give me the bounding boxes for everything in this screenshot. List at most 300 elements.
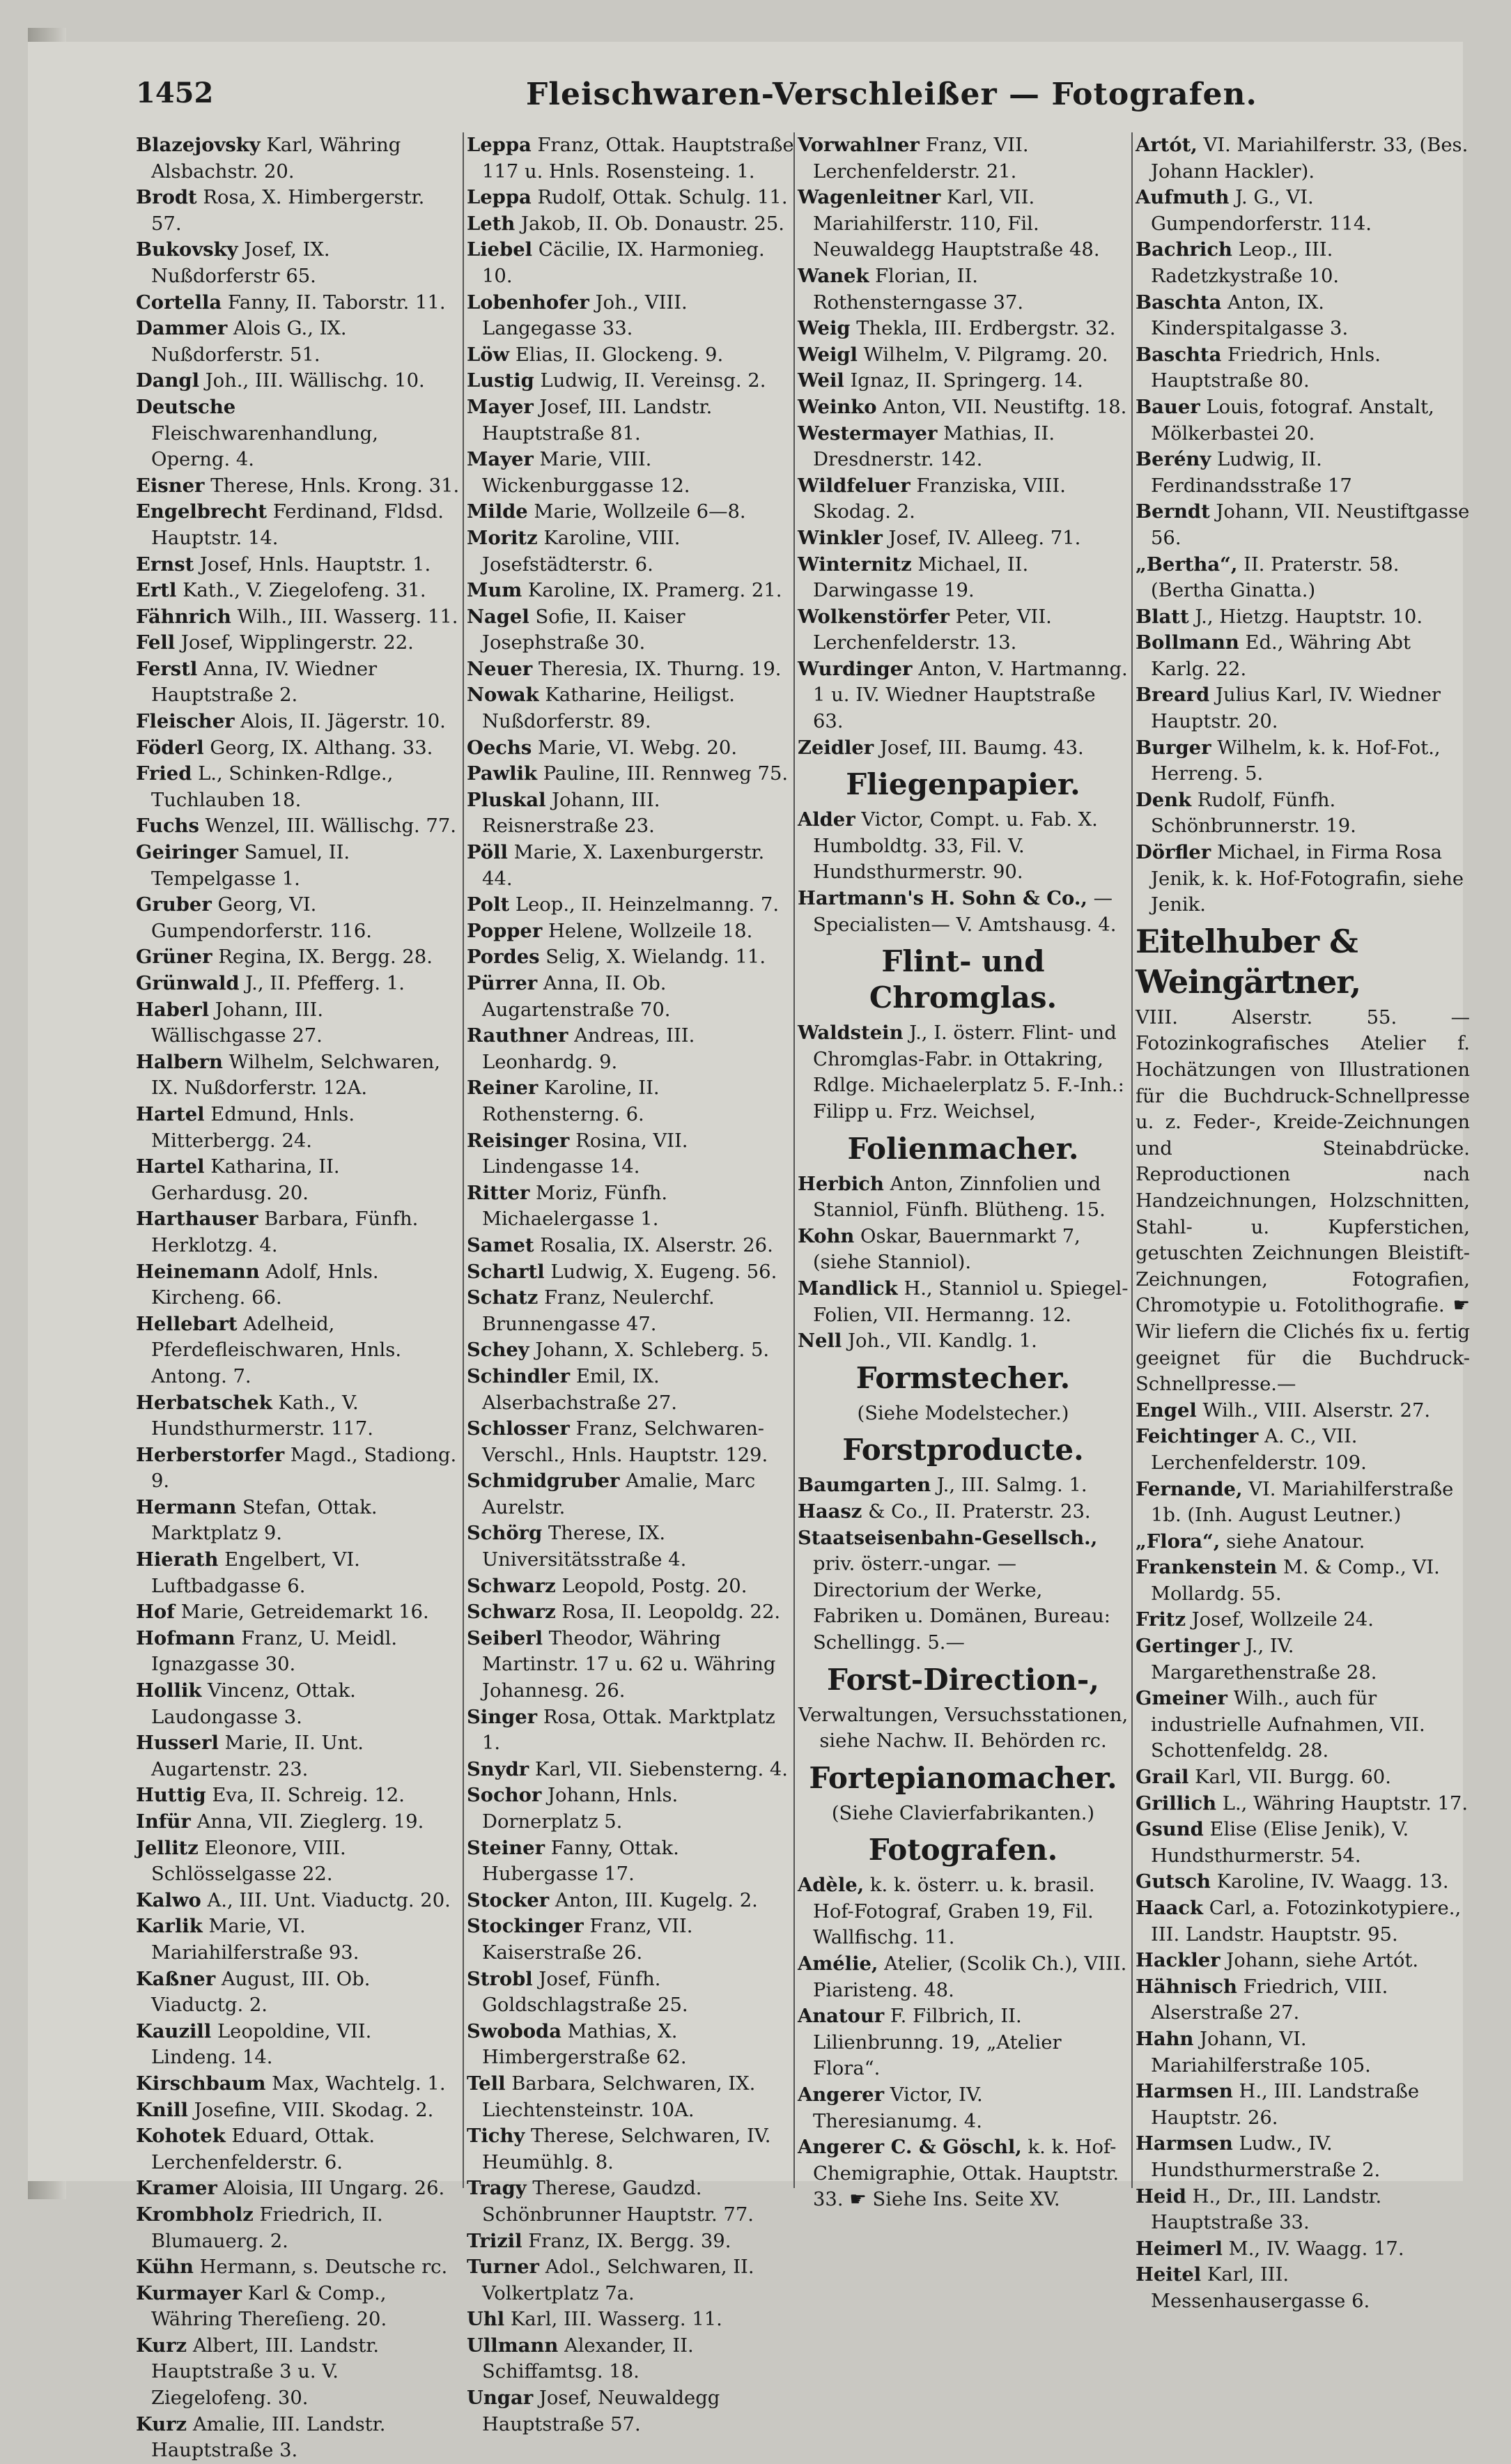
- entry-name: Schwarz: [467, 1601, 556, 1624]
- entry-details: Albert, III. Landstr. Hauptstraße 3 u. V. Ziegelofeng. 30.: [151, 2334, 380, 2410]
- entry-details: k. k. Hof-Chemigraphie, Ottak. Hauptstr. 33. ☛ Siehe Ins. Seite XV.: [813, 2136, 1119, 2211]
- entry-details: Pauline, III. Rennweg 75.: [536, 763, 789, 785]
- entry-name: Baumgarten: [798, 1474, 931, 1497]
- entry-name: Weinko: [798, 395, 877, 418]
- entry-name: Hackler: [1136, 1949, 1221, 1972]
- directory-entry: [798, 604, 1129, 656]
- entries-fliegenpapier: [798, 807, 1129, 938]
- entry-name: Schwarz: [467, 1574, 556, 1597]
- entry-name: Haack: [1136, 1897, 1204, 1919]
- entry-details: Johann, X. Schleberg. 5.: [529, 1339, 770, 1362]
- directory-entry: [136, 840, 460, 892]
- directory-entry: [467, 290, 794, 342]
- directory-entry: [467, 394, 794, 447]
- entry-name: Tichy: [467, 2125, 525, 2148]
- entry-details: Ed., Währing Abt Karlg. 22.: [1151, 632, 1411, 680]
- directory-entry: [136, 761, 460, 813]
- directory-entry: [798, 886, 1129, 938]
- entry-name: Engel: [1136, 1399, 1197, 1422]
- directory-entry: [136, 2281, 460, 2333]
- entry-details: Kath., V. Hundsthurmerstr. 117.: [151, 1392, 373, 1440]
- entry-name: Rauthner: [467, 1024, 568, 1047]
- directory-entry: [1136, 840, 1470, 918]
- entry-details: Leop., III. Radetzkystraße 10.: [1151, 239, 1340, 287]
- directory-entry: [467, 1914, 794, 1966]
- entry-name: Mandlick: [798, 1277, 898, 1300]
- entry-details: Josef, IV. Alleeg. 71.: [882, 527, 1081, 549]
- entry-details: Karl, Währing Alsbachstr. 20.: [151, 134, 401, 183]
- advertisement-text: VIII. Alserstr. 55. —Fotozinkografisches Atelier f. Hochätzungen von Illustrationen für die Buchdruck-Schnellpresse u. z. Feder-, Kreide-Zeichnungen und Steinabdrücke. Reproductionen nach Handzeichnungen, Holzschnitten, Stahl- u. Kupferstichen, getuschten Zeichnungen Bleistift-Zeichnungen, Fotografien, Chromotypie u. Fotolithografie. ☛ Wir liefern die Clichés fix u. fertig geeignet für die Buchdruck-Schnellpresse.—: [1136, 1006, 1470, 1396]
- entry-name: Angerer: [798, 2084, 885, 2107]
- entry-name: Steiner: [467, 1836, 545, 1859]
- column-4: [1136, 132, 1470, 2312]
- entries-fleischwaren-end: [798, 132, 1129, 761]
- directory-entry: [1136, 2262, 1470, 2314]
- entry-details: Emil, IX. Alserbachstraße 27.: [482, 1365, 678, 1414]
- directory-entry: [798, 185, 1129, 263]
- entry-details: Hermann, s. Deutsche rc.: [193, 2256, 448, 2279]
- entry-name: Kohn: [798, 1224, 855, 1247]
- entry-details: Michael, in Firma Rosa Jenik, k. k. Hof-Fotografin, siehe Jenik.: [1151, 842, 1464, 916]
- directory-entry: [1136, 2079, 1470, 2131]
- entry-name: Kühn: [136, 2256, 194, 2279]
- directory-entry: [798, 1499, 1129, 1525]
- directory-entry: [798, 1951, 1129, 2003]
- entry-name: Herbatschek: [136, 1391, 272, 1414]
- entry-name: Karlik: [136, 1915, 203, 1938]
- entry-name: Heinemann: [136, 1260, 260, 1283]
- entry-details: Marie, II. Unt. Augartenstr. 23.: [151, 1732, 364, 1780]
- directory-entry: [136, 552, 460, 578]
- directory-entry: [1136, 682, 1470, 734]
- entry-details: Georg, VI. Gumpendorferstr. 116.: [151, 894, 372, 942]
- entry-name: Lobenhofer: [467, 291, 589, 314]
- entry-details: Jakob, II. Ob. Donaustr. 25.: [515, 213, 784, 235]
- directory-entry: [467, 1416, 794, 1468]
- directory-entry: [136, 316, 460, 368]
- entry-details: Peter, VII. Lerchenfelderstr. 13.: [813, 606, 1052, 654]
- entry-details: VI. Mariahilferstr. 33, (Bes. Johann Hackler).: [1151, 134, 1469, 183]
- entry-details: Regina, IX. Bergg. 28.: [212, 946, 433, 969]
- entry-details: Eva, II. Schreig. 12.: [206, 1785, 405, 1807]
- entry-details: Josef, IX. Nußdorferstr 65.: [151, 239, 330, 287]
- entry-details: Theresia, IX. Thurng. 19.: [532, 658, 782, 680]
- entry-name: Blatt: [1136, 605, 1189, 628]
- directory-entry: [798, 1224, 1129, 1276]
- entry-name: Grail: [1136, 1766, 1189, 1789]
- directory-entry: [467, 1520, 794, 1573]
- entry-name: Tragy: [467, 2177, 527, 2200]
- directory-entry: [798, 132, 1129, 185]
- entry-details: August, III. Ob. Viaductg. 2.: [151, 1968, 371, 2017]
- directory-entry: [467, 1337, 794, 1364]
- entry-details: & Co., II. Praterstr. 23.: [862, 1500, 1091, 1523]
- entry-name: Nell: [798, 1330, 842, 1353]
- directory-entry: [1136, 2184, 1470, 2236]
- entry-name: Ertl: [136, 579, 177, 602]
- directory-entry: [136, 2097, 460, 2124]
- entry-name: Anatour: [798, 2005, 885, 2028]
- entry-details: Ignaz, II. Springerg. 14.: [844, 370, 1083, 392]
- directory-entry: [798, 525, 1129, 552]
- entry-name: Trizil: [467, 2229, 522, 2252]
- entry-details: Anton, III. Kugelg. 2.: [549, 1889, 758, 1911]
- directory-entry: [467, 761, 794, 787]
- entry-details: Franz, VII. Kaiserstraße 26.: [482, 1916, 693, 1964]
- advertisement-title: Eitelhuber & Weingärtner,: [1136, 922, 1361, 1001]
- directory-entry: [136, 132, 460, 185]
- entry-name: Oechs: [467, 736, 532, 759]
- section-heading-fliegenpapier: Fliegenpapier.: [846, 767, 1080, 802]
- section-heading-forstproducte: Forstproducte.: [842, 1433, 1084, 1468]
- entry-details: Rosina, VII. Lindengasse 14.: [482, 1130, 688, 1178]
- entry-name: Westermayer: [798, 422, 938, 445]
- directory-entry: [136, 709, 460, 735]
- entry-name: Heimerl: [1136, 2237, 1223, 2260]
- entry-name: Fuchs: [136, 815, 199, 838]
- directory-entry: [136, 971, 460, 997]
- directory-entry: [467, 1573, 794, 1600]
- directory-entry: [467, 1285, 794, 1337]
- entry-name: Mum: [467, 579, 522, 602]
- entry-name: Herberstorfer: [136, 1443, 285, 1466]
- entry-name: Singer: [467, 1705, 538, 1728]
- entry-details: Anna, II. Ob. Augartenstraße 70.: [482, 973, 671, 1021]
- directory-entry: [467, 892, 794, 918]
- entry-name: Reiner: [467, 1077, 538, 1100]
- entry-name: Milde: [467, 500, 528, 523]
- entry-details: J., I. österr. Flint- und Chromglas-Fabr. in Ottakring, Rdlge. Michaelerplatz 5. F.-Inh.: Filipp u. Frz. Weichsel,: [813, 1022, 1124, 1123]
- entry-name: Staatseisenbahn-Gesellsch.,: [798, 1526, 1098, 1549]
- directory-entry: [136, 368, 460, 394]
- directory-entry: [136, 1835, 460, 1888]
- directory-entry: [136, 1154, 460, 1206]
- entry-details: Barbara, Selchwaren, IX. Liechtensteinstr. 10A.: [482, 2072, 756, 2121]
- directory-entry: [467, 840, 794, 892]
- entry-name: Neuer: [467, 657, 533, 680]
- directory-entry: [798, 807, 1129, 886]
- directory-entry: [467, 1704, 794, 1757]
- entry-details: A., III. Unt. Viaductg. 20.: [201, 1889, 451, 1911]
- directory-entry: [467, 971, 794, 1023]
- entry-name: Nowak: [467, 684, 539, 707]
- entry-name: Baschta: [1136, 291, 1222, 314]
- directory-entry: [1136, 1974, 1470, 2026]
- entry-name: Nagel: [467, 605, 529, 628]
- entries-folienmacher: [798, 1171, 1129, 1355]
- directory-entry: [1136, 604, 1470, 631]
- entry-details: Kath., V. Ziegelofeng. 31.: [176, 580, 426, 602]
- entry-details: Victor, Compt. u. Fab. X. Humboldtg. 33, Fil. V. Hundsthurmerstr. 90.: [813, 809, 1098, 884]
- entry-name: Jellitz: [136, 1836, 199, 1859]
- entry-details: Anton, IX. Kinderspitalgasse 3.: [1151, 291, 1349, 340]
- entry-details: Fanny, Ottak. Hubergasse 17.: [482, 1837, 679, 1886]
- entries-forstproducte: [798, 1472, 1129, 1656]
- directory-entry: [136, 1259, 460, 1311]
- entries-fotografen-cont: [1136, 132, 1470, 918]
- entry-name: Weil: [798, 369, 844, 392]
- entry-name: Heid: [1136, 2185, 1186, 2208]
- directory-entry: [467, 1180, 794, 1233]
- entry-name: Fleischer: [136, 710, 235, 733]
- directory-entry: [136, 1809, 460, 1835]
- entry-details: Wilh., VIII. Alserstr. 27.: [1196, 1399, 1431, 1422]
- entry-details: Josef, III. Landstr. Hauptstraße 81.: [482, 396, 713, 445]
- entry-details: H., Stanniol u. Spiegel-Folien, VII. Hermanng. 12.: [813, 1277, 1129, 1326]
- entry-name: Moritz: [467, 526, 538, 549]
- directory-entry: [467, 1259, 794, 1286]
- entry-details: Therese, IX. Universitätsstraße 4.: [482, 1523, 687, 1571]
- directory-entry: [136, 944, 460, 971]
- entry-details: Engelbert, VI. Luftbadgasse 6.: [151, 1549, 360, 1597]
- running-title: Fleischwaren-Verschleißer — Fotografen.: [526, 77, 1257, 112]
- entry-name: Adèle,: [798, 1874, 865, 1897]
- directory-entry: [136, 1914, 460, 1966]
- entry-name: Gmeiner: [1136, 1687, 1227, 1710]
- entry-name: Löw: [467, 343, 510, 366]
- directory-entry: [798, 1472, 1129, 1499]
- entry-details: Mathias, X. Himbergerstraße 62.: [482, 2020, 687, 2069]
- entry-details: Anton, Zinnfolien und Stanniol, Fünfh. Blütheng. 15.: [813, 1173, 1106, 1222]
- entry-details: Josef, III. Baumg. 43.: [874, 737, 1084, 759]
- entry-name: Geiringer: [136, 841, 238, 864]
- entry-name: Lustig: [467, 369, 534, 392]
- entry-details: Karl, III. Messenhausergasse 6.: [1151, 2264, 1370, 2312]
- column-rule: [1131, 132, 1133, 2188]
- directory-entry: [467, 1233, 794, 1259]
- entry-details: Marie, X. Laxenburgerstr. 44.: [482, 842, 765, 890]
- directory-entry: [1136, 1948, 1470, 1974]
- entry-name: Brodt: [136, 186, 197, 209]
- entry-details: Josef, Hnls. Hauptstr. 1.: [194, 553, 431, 576]
- page-header: [136, 77, 1466, 125]
- entry-name: Strobl: [467, 1967, 533, 1990]
- directory-entry: [798, 735, 1129, 762]
- directory-entry: [467, 342, 794, 369]
- directory-entry: [136, 2123, 460, 2176]
- entry-details: J., II. Pfefferg. 1.: [239, 973, 405, 994]
- entry-details: Adelheid, Pferdefleischwaren, Hnls. Antong. 7.: [151, 1313, 402, 1387]
- entry-details: k. k. österr. u. k. brasil. Hof-Fotograf, Graben 19, Fil. Wallfischg. 11.: [813, 1874, 1095, 1949]
- entry-name: Pürrer: [467, 972, 538, 994]
- entry-name: Kurz: [136, 2334, 187, 2357]
- entry-details: Franz, IX. Bergg. 39.: [522, 2230, 731, 2252]
- directory-entry: [136, 2333, 460, 2412]
- entry-details: Marie, VIII. Wickenburggasse 12.: [482, 449, 690, 497]
- entry-details: Rosa, Ottak. Marktplatz 1.: [482, 1706, 775, 1755]
- cross-reference: (Siehe Modelstecher.): [857, 1402, 1069, 1424]
- directory-entry: [467, 2333, 794, 2385]
- entry-details: Fanny, II. Taborstr. 11.: [222, 291, 446, 314]
- entry-details: Friedrich, II. Blumauerg. 2.: [151, 2203, 383, 2252]
- entry-name: Leppa: [467, 134, 532, 156]
- entry-name: Frankenstein: [1136, 1556, 1278, 1579]
- entry-name: Baschta: [1136, 343, 1222, 366]
- directory-entry: [467, 211, 794, 238]
- entry-details: Cäcilie, IX. Harmonieg. 10.: [482, 239, 765, 287]
- entry-details: Wilh., III. Wasserg. 11.: [231, 606, 458, 628]
- directory-entry: [798, 1328, 1129, 1355]
- entry-details: Josef, Fünfh. Goldschlagstraße 25.: [482, 1968, 688, 2017]
- entry-name: Schmidgruber: [467, 1470, 620, 1493]
- directory-entry: [1136, 237, 1470, 289]
- entry-name: Hofmann: [136, 1626, 235, 1649]
- entry-details: Anna, IV. Wiedner Hauptstraße 2.: [151, 658, 378, 707]
- entry-name: Weig: [798, 317, 851, 340]
- entry-name: Infür: [136, 1810, 191, 1833]
- entry-details: Franz, U. Meidl. Ignazgasse 30.: [151, 1627, 398, 1676]
- directory-entry: [467, 1888, 794, 1914]
- column-3: [798, 132, 1129, 2211]
- entry-details: Therese, Hnls. Krong. 31.: [204, 475, 460, 497]
- entry-details: Elias, II. Glockeng. 9.: [509, 344, 724, 366]
- directory-entry: [467, 656, 794, 683]
- entry-name: Eisner: [136, 474, 205, 497]
- directory-entry: [136, 2071, 460, 2097]
- directory-entry: [136, 473, 460, 500]
- directory-entry: [467, 787, 794, 840]
- entry-name: Hartel: [136, 1155, 205, 1178]
- entry-name: Kauzill: [136, 2019, 212, 2042]
- cross-reference: (Siehe Clavierfabrikanten.): [831, 1802, 1095, 1824]
- directory-entry: [467, 2228, 794, 2255]
- entry-name: Schlosser: [467, 1417, 570, 1440]
- entry-details: J., Hietzg. Hauptstr. 10.: [1188, 606, 1423, 628]
- entry-name: Grillich: [1136, 1792, 1217, 1815]
- directory-entry: [1136, 1529, 1470, 1555]
- entry-name: Zeidler: [798, 736, 874, 759]
- entry-name: Hähnisch: [1136, 1975, 1237, 1998]
- entry-details: Karl & Comp., Währing Thereſieng. 20.: [151, 2282, 387, 2331]
- directory-entry: [136, 578, 460, 604]
- entry-name: Liebel: [467, 238, 533, 261]
- entry-name: Winternitz: [798, 553, 912, 576]
- directory-entry: [467, 1757, 794, 1783]
- directory-entry: [1136, 394, 1470, 447]
- directory-entry: [1136, 132, 1470, 185]
- directory-entry: [136, 1782, 460, 1809]
- directory-entry: [1136, 787, 1470, 840]
- directory-entry: [467, 447, 794, 499]
- entry-name: Schindler: [467, 1364, 571, 1387]
- entry-name: Dangl: [136, 369, 199, 392]
- entry-details: Leopold, Postg. 20.: [555, 1575, 747, 1597]
- entry-details: Aloisia, III Ungarg. 26.: [217, 2178, 445, 2200]
- directory-entry: [467, 1966, 794, 2019]
- directory-entry: [467, 525, 794, 578]
- entry-details: siehe Anatour.: [1220, 1530, 1365, 1553]
- entry-details: Franz, Selchwaren-Verschl., Hnls. Hauptstr. 129.: [482, 1418, 768, 1466]
- entry-details: M., IV. Waagg. 17.: [1222, 2238, 1404, 2260]
- entry-details: Atelier, (Scolik Ch.), VIII. Piaristeng. 48.: [813, 1953, 1127, 2001]
- entry-details: Leopoldine, VII. Lindeng. 14.: [151, 2020, 372, 2069]
- entry-name: Pluskal: [467, 788, 546, 811]
- entry-details: Oskar, Bauernmarkt 7, (siehe Stanniol).: [813, 1225, 1080, 1274]
- entry-details: Katharine, Heiligst. Nußdorferstr. 89.: [482, 684, 735, 733]
- entry-details: Adol., Selchwaren, II. Volkertplatz 7a.: [482, 2256, 754, 2304]
- entry-details: Johann, VII. Neustiftgasse 56.: [1151, 501, 1470, 549]
- entry-name: Krombholz: [136, 2203, 254, 2226]
- entry-name: Tell: [467, 2072, 506, 2095]
- entry-name: Vorwahlner: [798, 134, 920, 156]
- entry-details: Karl, III. Wasserg. 11.: [504, 2309, 722, 2331]
- entry-details: Alois, II. Jägerstr. 10.: [234, 711, 446, 733]
- entry-name: Samet: [467, 1233, 534, 1256]
- entry-name: „Bertha“,: [1136, 553, 1238, 576]
- entry-name: Leppa: [467, 186, 532, 209]
- entry-name: Kaßner: [136, 1967, 216, 1990]
- directory-entry: [1136, 1686, 1470, 1764]
- directory-entry: [136, 185, 460, 237]
- entry-details: Franz, VII. Lerchenfelderstr. 21.: [813, 134, 1029, 183]
- entry-details: Karl, VII. Mariahilferstr. 110, Fil. Neuwaldegg Hauptstraße 48.: [813, 187, 1100, 261]
- directory-entry: [1136, 1555, 1470, 1607]
- entry-details: Georg, IX. Althang. 33.: [203, 737, 433, 759]
- entry-name: Fell: [136, 631, 176, 654]
- directory-entry: [1136, 185, 1470, 237]
- entry-name: Kurz: [136, 2412, 187, 2435]
- entry-name: Burger: [1136, 736, 1211, 759]
- entry-name: Dörfler: [1136, 841, 1211, 864]
- entry-details: Carl, a. Fotozinkotypiere., III. Landstr. Hauptstr. 95.: [1151, 1897, 1462, 1946]
- entry-name: Gsund: [1136, 1818, 1204, 1841]
- entry-name: Ernst: [136, 553, 194, 576]
- entry-name: Wildfeluer: [798, 474, 911, 497]
- entry-details: Johann, VI. Mariahilferstraße 105.: [1151, 2028, 1371, 2077]
- entry-name: Fritz: [1136, 1608, 1186, 1631]
- directory-entry: [1136, 499, 1470, 551]
- directory-entry: [136, 394, 460, 473]
- entry-details: Marie, Getreidemarkt 16.: [174, 1601, 429, 1624]
- entry-name: Fähnrich: [136, 605, 231, 628]
- entry-details: Florian, II. Rothensterngasse 37.: [813, 265, 1024, 314]
- directory-entry: [467, 578, 794, 604]
- directory-entry: [136, 1599, 460, 1626]
- entry-name: Denk: [1136, 788, 1192, 811]
- entry-name: Alder: [798, 808, 855, 831]
- directory-entry: [467, 604, 794, 656]
- entry-details: Fleischwarenhandlung, Operng. 4.: [151, 422, 378, 471]
- directory-entry: [136, 656, 460, 709]
- entry-name: Swoboda: [467, 2019, 561, 2042]
- entry-details: Elise (Elise Jenik), V. Hundsthurmerstr. 54.: [1151, 1819, 1409, 1867]
- entry-name: Haberl: [136, 998, 210, 1021]
- entry-name: Haasz: [798, 1500, 862, 1523]
- entry-name: Turner: [467, 2256, 539, 2279]
- entry-details: Anton, V. Hartmanng. 1 u. IV. Wiedner Hauptstraße 63.: [813, 658, 1128, 733]
- directory-entry: [136, 2254, 460, 2281]
- entry-name: Blazejovsky: [136, 134, 261, 156]
- section-heading-fotografen: Fotografen.: [868, 1833, 1058, 1868]
- entry-name: Hierath: [136, 1548, 219, 1571]
- directory-entry: [467, 918, 794, 945]
- entry-details: A. C., VII. Lerchenfelderstr. 109.: [1151, 1426, 1367, 1474]
- entry-details: Thekla, III. Erdbergstr. 32.: [850, 318, 1116, 340]
- entry-details: Katharina, II. Gerhardusg. 20.: [151, 1156, 340, 1204]
- entry-name: Wurdinger: [798, 657, 913, 680]
- entry-details: Selig, X. Wielandg. 11.: [539, 946, 766, 969]
- directory-entry: [798, 473, 1129, 525]
- entry-details: Karoline, II. Rothensterng. 6.: [482, 1077, 660, 1125]
- section-heading-formstecher: Formstecher.: [855, 1360, 1071, 1395]
- entry-name: Kohotek: [136, 2125, 226, 2148]
- directory-entry: [1136, 2131, 1470, 2183]
- entry-details: Rosa, II. Leopoldg. 22.: [555, 1601, 781, 1624]
- directory-entry: [136, 2202, 460, 2254]
- directory-entry: [1136, 630, 1470, 682]
- entry-name: Bauer: [1136, 395, 1200, 418]
- directory-entry: [136, 1102, 460, 1154]
